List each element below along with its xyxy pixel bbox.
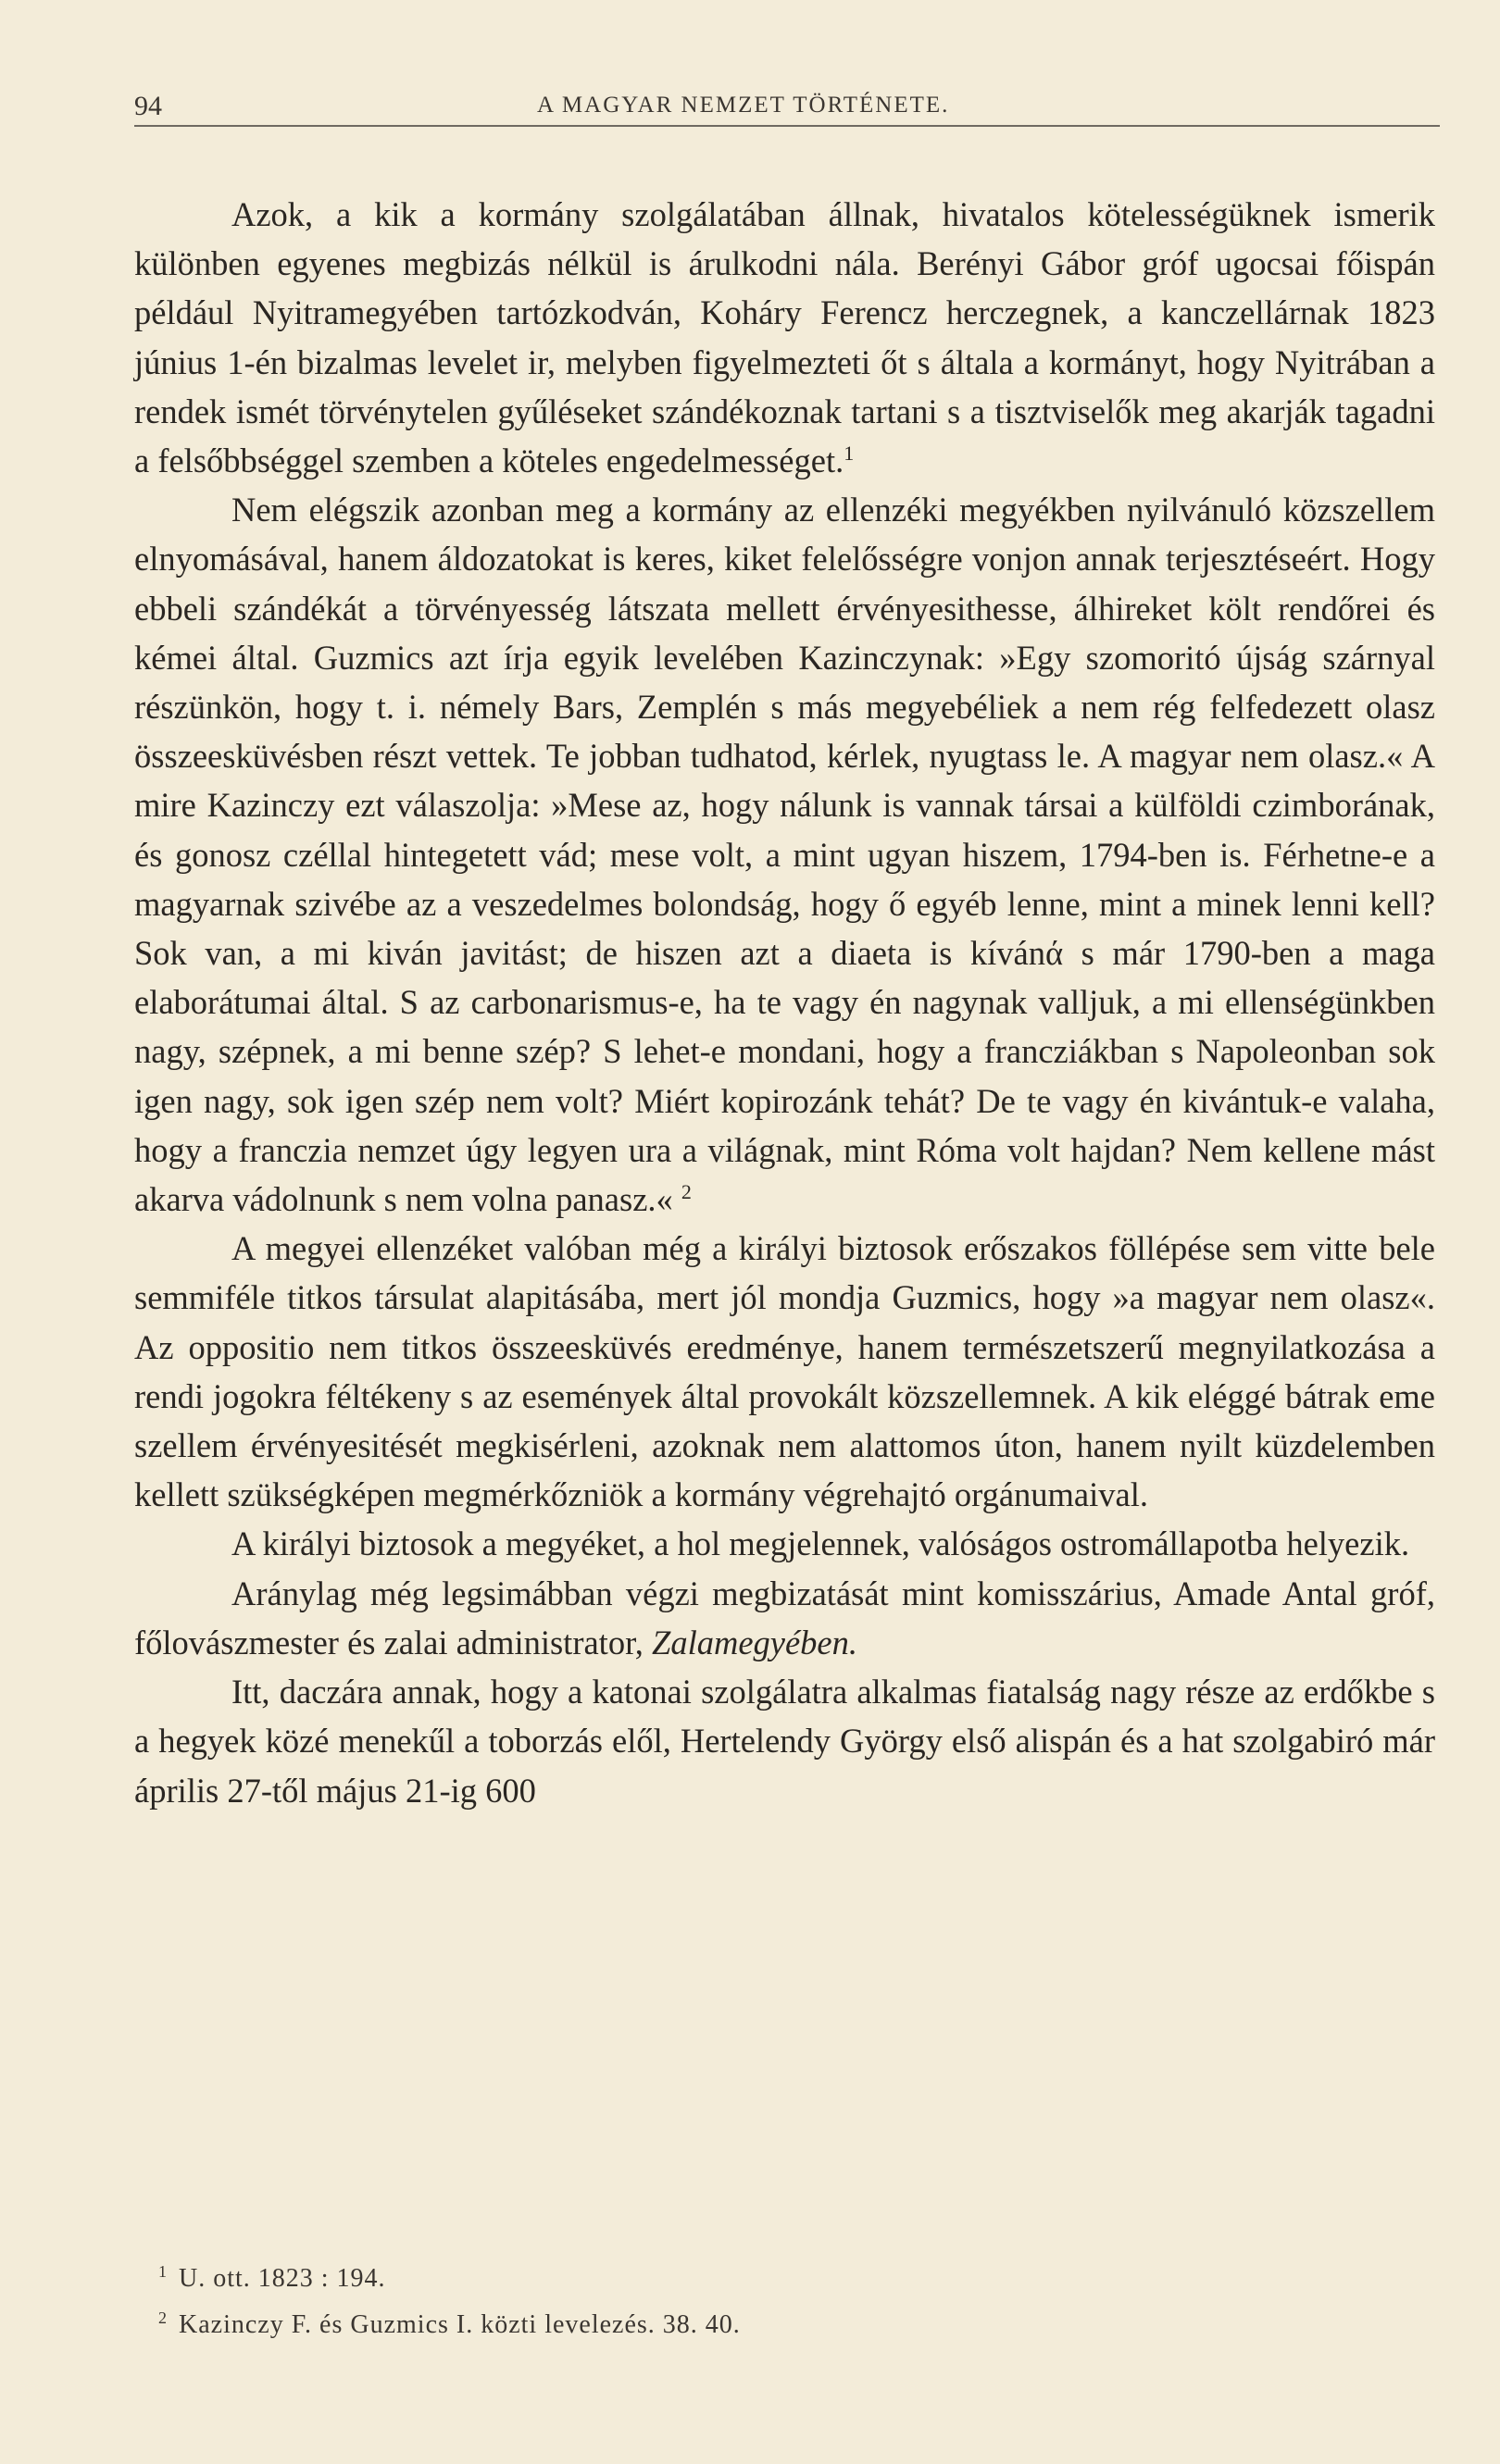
- paragraph: A királyi biztosok a megyéket, a hol megjelennek, valóságos ostromállapotba helyezik.: [231, 1524, 1410, 1563]
- footnotes: [134, 2256, 1435, 2348]
- footnote-text: Kazinczy F. és Guzmics I. közti levelezés. 38. 40.: [179, 2310, 741, 2339]
- paragraph: A megyei ellenzéket valóban még a királyi biztosok erőszakos föllépése sem vitte bele semmiféle titkos társulat alapitásába, mert jól mondja Guzmics, hogy »a magyar nem olasz«. Az oppositio nem titkos összeesküvés eredménye, hanem természetszerű megnyilatkozása a rendi jogokra féltékeny s az események által provokált közszellemnek. A kik eléggé bátrak eme szellem érvényesitését megkisérleni, azoknak nem alattomos úton, hanem nyilt küzdelemben kellett szükségképen megmérkőzniök a kormány végrehajtó orgánumaival.: [134, 1229, 1435, 1514]
- paragraph: [134, 1569, 1435, 1667]
- paragraph-text: Azok, a kik a kormány szolgálatában állnak, hivatalos kötelességüknek ismerik különben egyenes megbizás nélkül is árulkodni nála. Berényi Gábor gróf ugocsai főispán például Nyitramegyében tartózkodván, Koháry Ferencz herczegnek, a kanczellárnak 1823 június 1-én bizalmas levelet ir, melyben figyelmezteti őt s általa a kormányt, hogy Nyitrában a rendek ismét törvénytelen gyűléseket szándékoznak tartani s a tisztviselők meg akarják tagadni a felsőbbséggel szemben a köteles engedelmességet.: [134, 195, 1435, 480]
- page-header: [134, 81, 1440, 128]
- paragraph: [134, 485, 1435, 1224]
- running-title: A MAGYAR NEMZET TÖRTÉNETE.: [537, 93, 950, 118]
- footnote: [134, 2302, 1435, 2348]
- footnote-ref: 2: [681, 1179, 692, 1203]
- body-text: [134, 190, 1435, 1815]
- footnote: [134, 2256, 1435, 2302]
- paragraph: Itt, daczára annak, hogy a katonai szolgálatra alkalmas fiatalság nagy része az erdőkbe s a hegyek közé menekűl a toborzás elől, Hertelendy György első alispán és a hat szolgabiró már április 27-től május 21-ig 600: [134, 1673, 1435, 1810]
- footnote-mark: 1: [158, 2261, 168, 2281]
- place-name-italic: Zalamegyében.: [652, 1623, 857, 1661]
- page-number: 94: [134, 91, 162, 121]
- paragraph-text: Nem elégszik azonban meg a kormány az ellenzéki megyékben nyilvánuló közszellem elnyomásával, hanem áldozatokat is keres, kiket felelősségre vonjon annak terjesztéseért. Hogy ebbeli szándékát a törvényesség látszata mellett érvényesithesse, álhireket költ rendőrei és kémei által. Guzmics azt írja egyik levelében Kazinczynak: »Egy szomoritó újság szárnyal részünkön, hogy t. i. némely Bars, Zemplén s más megyebéliek a nem rég felfedezett olasz összeesküvésben részt vettek. Te jobban tudhatod, kérlek, nyugtass le. A magyar nem olasz.« A mire Kazinczy ezt válaszolja: »Mese az, hogy nálunk is vannak társai a külföldi czimborának, és gonosz czéllal hintegetett vád; mese volt, a mint ugyan hiszem, 1794-ben is. Férhetne-e a magyarnak szivébe az a veszedelmes bolondság, hogy ő egyéb lenne, mint a minek lenni kell? Sok van, a mi kiván javitást; de hiszen azt a diaeta is kívánά s már 1790-ben a maga elaborátumai által. S az carbonarismus-e, ha te vagy én nagynak valljuk, a mi ellenségünkben nagy, szépnek, a mi benne szép? S lehet-e mondani, hogy a francziákban s Napoleonban sok igen nagy, sok igen szép nem volt? Miért kopirozánk tehát? De te vagy én kivántuk-e valaha, hogy a franczia nemzet úgy legyen ura a világnak, mint Róma volt hajdan? Nem kellene mást akarva vádolnunk s nem volna panasz.«: [134, 491, 1435, 1219]
- footnote-ref: 1: [844, 441, 855, 465]
- header-rule: [134, 125, 1440, 127]
- paragraph: [134, 190, 1435, 485]
- paragraph-text: Aránylag még legsimábban végzi megbizatását mint komisszárius, Amade Antal gróf, főlovászmester és zalai administrator,: [134, 1574, 1435, 1661]
- footnote-text: U. ott. 1823 : 194.: [179, 2264, 386, 2293]
- footnote-mark: 2: [158, 2308, 168, 2327]
